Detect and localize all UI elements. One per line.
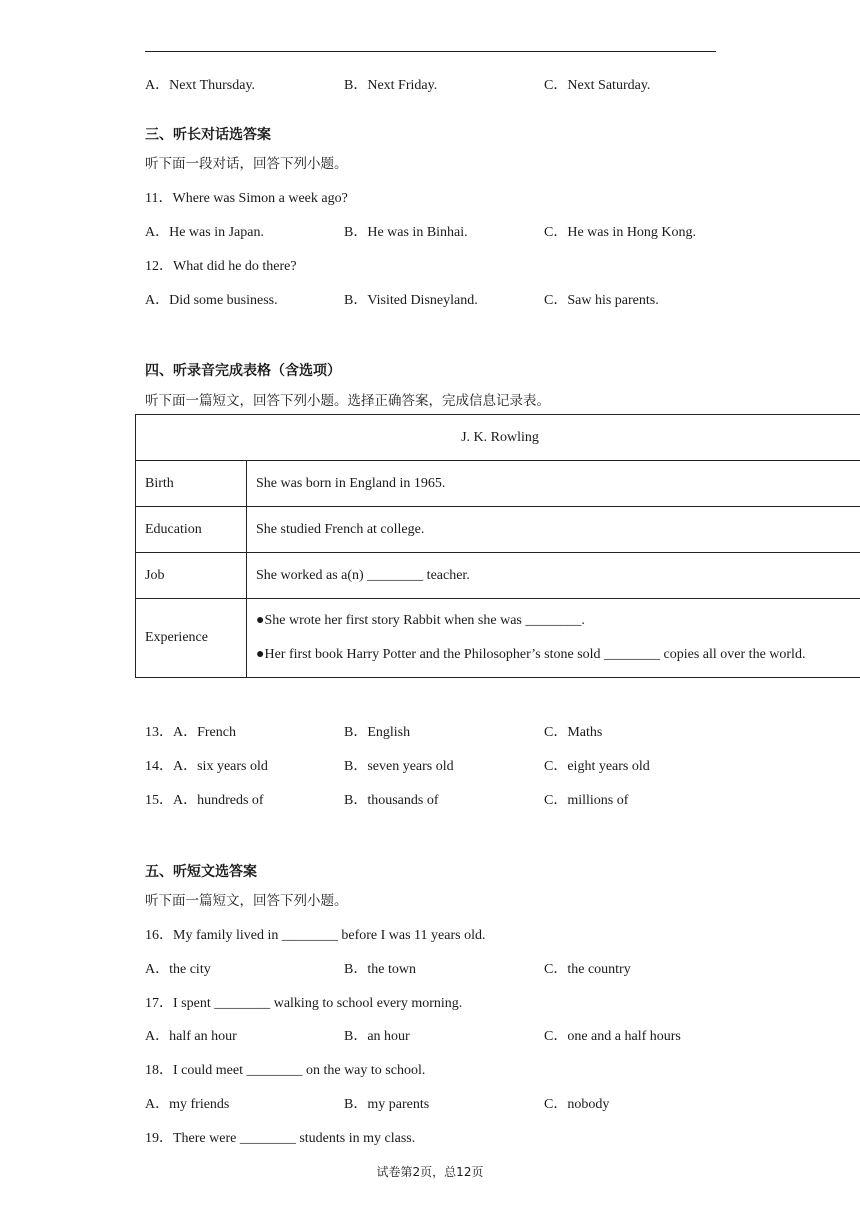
info-record-table <box>135 414 860 678</box>
table-title: J. K. Rowling <box>136 415 860 461</box>
row-label-job: Job <box>136 553 247 599</box>
row-value-job: She worked as a(n) ________ teacher. <box>247 553 860 599</box>
q18-stem: 18．I could meet ________ on the way to school. <box>145 1063 426 1078</box>
q10-option-a: A．Next Thursday. <box>145 78 256 93</box>
q16-option-c: C．the country <box>544 962 631 977</box>
q14-option-c: C．eight years old <box>544 759 650 774</box>
q12-option-a: A．Did some business. <box>145 293 278 308</box>
table-row <box>136 461 860 507</box>
table-row <box>136 599 860 678</box>
q12-option-c: C．Saw his parents. <box>544 293 659 308</box>
table-row <box>136 507 860 553</box>
row-label-birth: Birth <box>136 461 247 507</box>
q12-stem: 12．What did he do there? <box>145 259 297 274</box>
section5-instruction: 听下面一篇短文，回答下列小题。 <box>145 893 348 909</box>
q16-stem: 16．My family lived in ________ before I was 11 years old. <box>145 928 486 943</box>
row-label-experience: Experience <box>136 599 247 678</box>
q11-option-b: B．He was in Binhai. <box>344 225 468 240</box>
section3-instruction: 听下面一段对话，回答下列小题。 <box>145 156 348 172</box>
section5-title: 五、听短文选答案 <box>145 864 257 880</box>
row-value-education: She studied French at college. <box>247 507 860 553</box>
q10-option-c: C．Next Saturday. <box>544 78 651 93</box>
q12-option-b: B．Visited Disneyland. <box>344 293 478 308</box>
q17-option-b: B．an hour <box>344 1029 410 1044</box>
q13-option-c: C．Maths <box>544 725 603 740</box>
q11-option-a: A．He was in Japan. <box>145 225 264 240</box>
answer-line-rule <box>145 51 716 52</box>
q13-option-b: B．English <box>344 725 411 740</box>
row-value-birth: She was born in England in 1965. <box>247 461 860 507</box>
row-label-education: Education <box>136 507 247 553</box>
q17-option-c: C．one and a half hours <box>544 1029 681 1044</box>
experience-line-1: ●She wrote her first story Rabbit when she was ________. <box>256 613 585 628</box>
q15-option-a: 15．A．hundreds of <box>145 793 264 808</box>
table-row <box>136 553 860 599</box>
q11-option-c: C．He was in Hong Kong. <box>544 225 697 240</box>
q17-stem: 17．I spent ________ walking to school every morning. <box>145 996 463 1011</box>
q18-option-a: A．my friends <box>145 1097 230 1112</box>
section4-instruction: 听下面一篇短文，回答下列小题。选择正确答案，完成信息记录表。 <box>145 393 550 409</box>
q19-stem: 19．There were ________ students in my class. <box>145 1131 416 1146</box>
q14-option-b: B．seven years old <box>344 759 454 774</box>
q15-option-b: B．thousands of <box>344 793 439 808</box>
q15-option-c: C．millions of <box>544 793 629 808</box>
row-value-experience <box>247 599 860 678</box>
experience-line-2: ●Her first book Harry Potter and the Philosopher’s stone sold ________ copies all over the world. <box>256 647 806 662</box>
q16-option-b: B．the town <box>344 962 416 977</box>
q17-option-a: A．half an hour <box>145 1029 237 1044</box>
q16-option-a: A．the city <box>145 962 211 977</box>
q13-option-a: 13．A．French <box>145 725 236 740</box>
q11-stem: 11．Where was Simon a week ago? <box>145 191 348 206</box>
section3-title: 三、听长对话选答案 <box>145 127 271 143</box>
q14-option-a: 14．A．six years old <box>145 759 268 774</box>
section4-title: 四、听录音完成表格（含选项） <box>145 363 341 379</box>
q18-option-b: B．my parents <box>344 1097 430 1112</box>
q10-option-b: B．Next Friday. <box>344 78 438 93</box>
page-footer: 试卷第2页，总12页 <box>376 1165 484 1179</box>
q18-option-c: C．nobody <box>544 1097 610 1112</box>
